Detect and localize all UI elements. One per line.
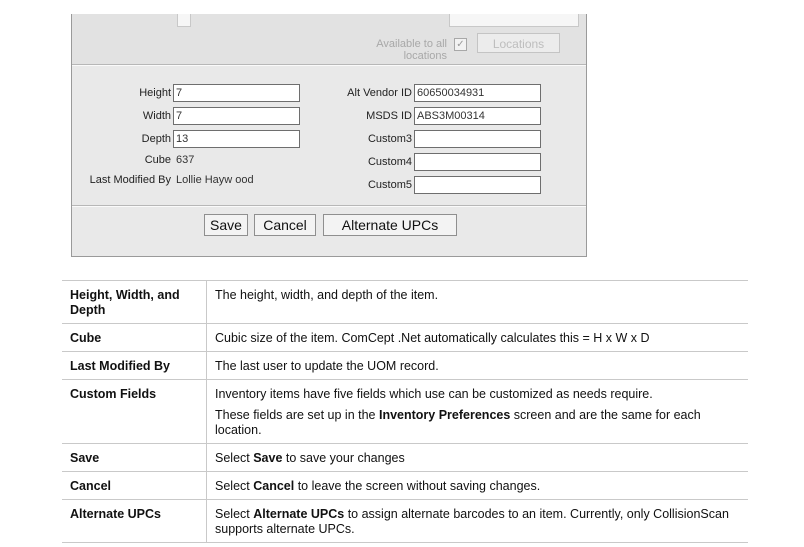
term-cell: Cancel <box>62 472 207 500</box>
description-text: Select <box>215 479 254 493</box>
term-cell: Custom Fields <box>62 380 207 444</box>
custom5-label: Custom5 <box>367 179 412 191</box>
locations-button[interactable]: Locations <box>477 33 560 53</box>
table-row <box>62 380 748 444</box>
emphasis-text: Save <box>253 451 283 465</box>
custom3-input[interactable] <box>414 130 541 148</box>
table-row <box>62 500 748 543</box>
description-text: to leave the screen without saving changes. <box>294 479 541 493</box>
table-row <box>62 472 748 500</box>
description-paragraph <box>215 331 740 346</box>
term-cell: Save <box>62 444 207 472</box>
table-row <box>62 324 748 352</box>
msds-id-input[interactable] <box>414 107 541 125</box>
description-cell <box>207 281 749 324</box>
width-input[interactable] <box>173 107 300 125</box>
height-input[interactable] <box>173 84 300 102</box>
description-paragraph <box>215 387 740 402</box>
last-modified-value: Lollie Hayw ood <box>176 174 254 186</box>
top-cut-input[interactable] <box>449 14 579 27</box>
description-text: to save your changes <box>282 451 405 465</box>
top-cut-checkbox[interactable] <box>177 14 191 27</box>
description-text: The height, width, and depth of the item. <box>215 288 439 302</box>
description-text: These fields are set up in the <box>215 408 379 422</box>
table-row <box>62 444 748 472</box>
description-text: screen and are the same for each location. <box>215 408 701 437</box>
custom4-input[interactable] <box>414 153 541 171</box>
available-all-locations-checkbox[interactable]: ✓ <box>454 38 467 51</box>
emphasis-text: Inventory Preferences <box>378 408 511 422</box>
description-paragraph <box>215 408 740 438</box>
cancel-button[interactable]: Cancel <box>254 214 316 236</box>
emphasis-text: Cancel <box>253 479 295 493</box>
description-paragraph <box>215 451 740 466</box>
term-cell: Height, Width, and Depth <box>62 281 207 324</box>
table-row <box>62 281 748 324</box>
width-label: Width <box>142 110 171 122</box>
alt-vendor-id-label: Alt Vendor ID <box>347 87 412 99</box>
description-text: Select <box>215 507 254 521</box>
description-cell <box>207 352 749 380</box>
save-button[interactable]: Save <box>204 214 248 236</box>
uom-form-panel <box>71 14 587 257</box>
description-cell <box>207 444 749 472</box>
description-cell <box>207 500 749 543</box>
height-label: Height <box>139 87 171 99</box>
description-paragraph <box>215 288 740 303</box>
depth-label: Depth <box>141 133 171 145</box>
field-description-table <box>62 280 748 543</box>
description-text: Select <box>215 451 254 465</box>
table-row <box>62 352 748 380</box>
description-cell <box>207 380 749 444</box>
description-text: The last user to update the UOM record. <box>215 359 439 373</box>
button-divider <box>72 205 586 206</box>
cube-label: Cube <box>144 154 171 166</box>
emphasis-text: Alternate UPCs <box>253 507 345 521</box>
description-text: Cubic size of the item. ComCept .Net automatically calculates this = H x W x D <box>215 331 650 345</box>
section-divider <box>72 64 586 65</box>
depth-input[interactable] <box>173 130 300 148</box>
description-paragraph <box>215 507 740 537</box>
description-paragraph <box>215 479 740 494</box>
description-paragraph <box>215 359 740 374</box>
last-modified-label: Last Modified By <box>89 174 171 186</box>
available-all-locations-label: Available to all locations <box>376 38 447 62</box>
alt-vendor-id-input[interactable] <box>414 84 541 102</box>
custom4-label: Custom4 <box>367 156 412 168</box>
description-cell <box>207 472 749 500</box>
term-cell: Last Modified By <box>62 352 207 380</box>
description-cell <box>207 324 749 352</box>
custom5-input[interactable] <box>414 176 541 194</box>
term-cell: Alternate UPCs <box>62 500 207 543</box>
term-cell: Cube <box>62 324 207 352</box>
cube-value: 637 <box>176 154 195 166</box>
alternate-upcs-button[interactable]: Alternate UPCs <box>323 214 457 236</box>
msds-id-label: MSDS ID <box>366 110 412 122</box>
description-text: to assign alternate barcodes to an item. Currently, only CollisionScan supports alternate UPCs. <box>215 507 729 536</box>
custom3-label: Custom3 <box>367 133 412 145</box>
description-text: Inventory items have five fields which use can be customized as needs require. <box>215 387 653 401</box>
